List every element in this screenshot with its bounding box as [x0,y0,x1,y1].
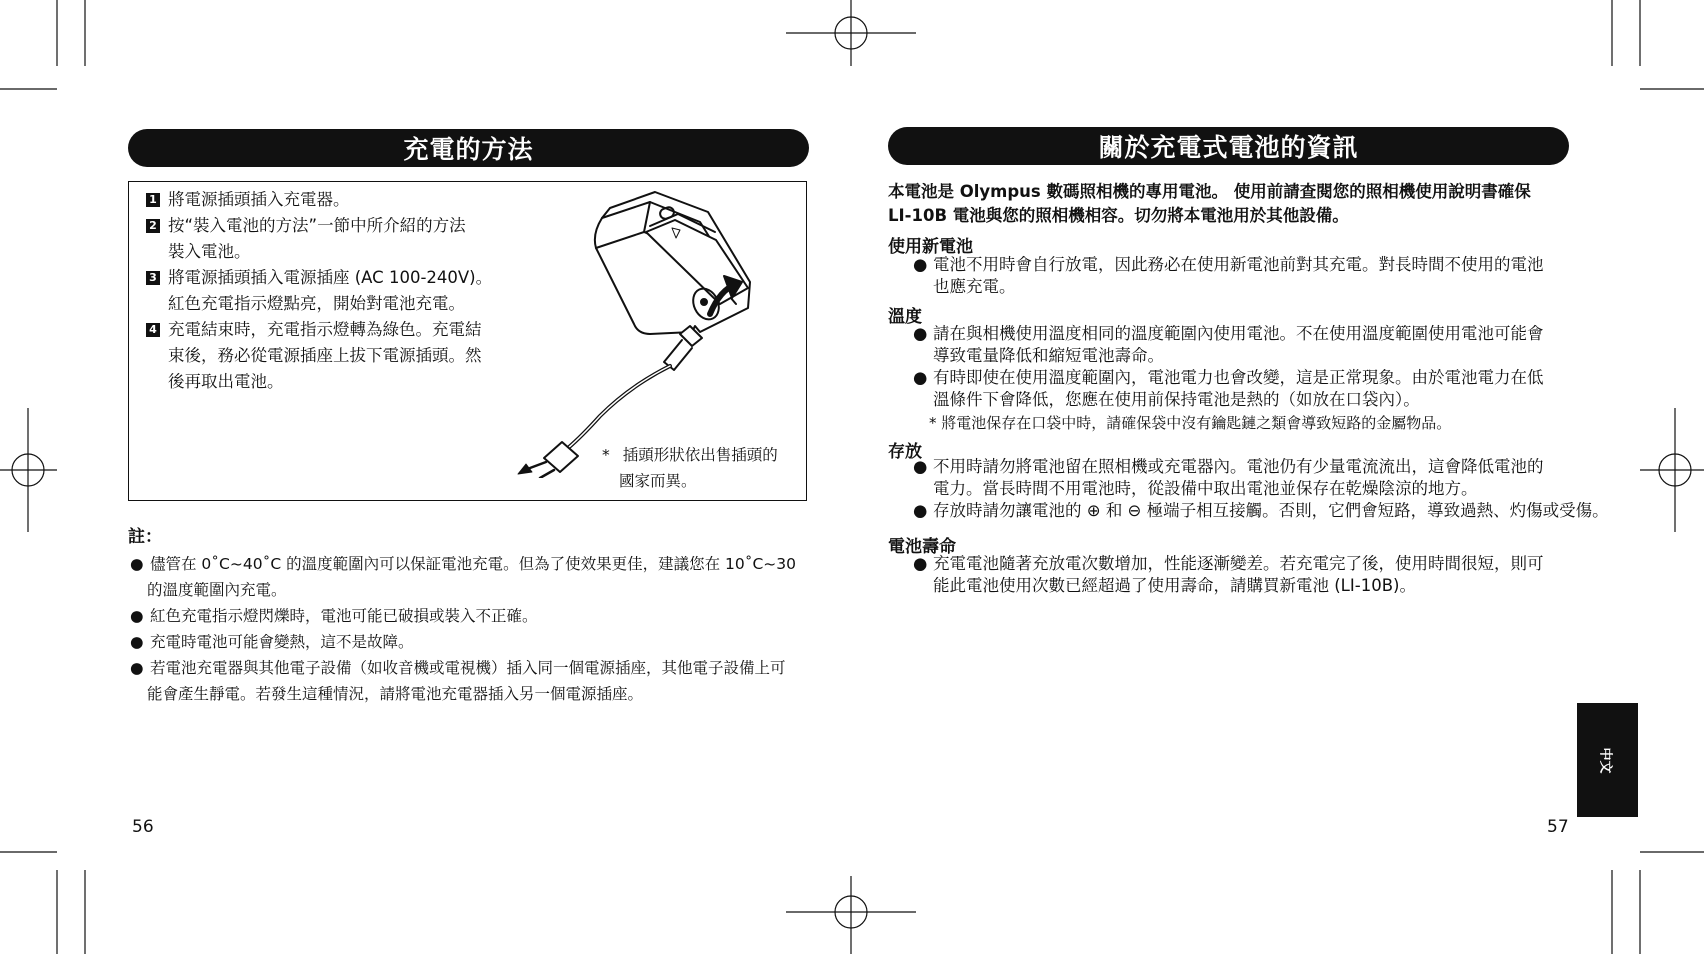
title-text: 關於充電式電池的資訊 [1098,133,1359,162]
notes-heading: 註： [128,527,162,547]
step-text: 將電源插頭插入充電器。 [168,190,350,209]
bullet-text: 能此電池使用次數已經超過了使用壽命，請購買新電池 (LI-10B)。 [933,576,1416,595]
step-text: 後再取出電池。 [168,372,284,391]
intro-text: LI-10B 電池與您的照相機相容。切勿將本電池用於其他設備。 [888,206,1349,225]
bullet-text: 溫條件下會降低，您應在使用前保持電池是熱的（如放在口袋內）。 [933,390,1420,409]
note-text: 儘管在 0˚C~40˚C 的溫度範圍內可以保証電池充電。但為了使效果更佳，建議您在 10˚C~30 [150,555,797,573]
step-number: 3 [146,271,160,285]
section-heading: 存放 [888,442,922,462]
note-text: 紅色充電指示燈閃爍時，電池可能已破損或裝入不正確。 [150,607,538,625]
bullet-text: 導致電量降低和縮短電池壽命。 [933,346,1164,365]
page-number-left: 56 [132,817,154,837]
bullet: ● [913,501,928,520]
bullet-item [913,367,1544,389]
note-text: 的溫度範圍內充電。 [147,581,287,599]
registration-mark-top [786,0,916,66]
bullet: ● [913,457,928,476]
bullet-text: 存放時請勿讓電池的 ⊕ 和 ⊖ 極端子相互接觸。否則，它們會短路，導致過熱、灼傷或受傷。 [933,501,1609,520]
note-text: 能會產生靜電。若發生這種情況，請將電池充電器插入另一個電源插座。 [147,685,644,703]
registration-mark-left [0,408,57,532]
step-1 [146,187,350,213]
step-text: 將電源插頭插入電源插座 (AC 100-240V)。 [168,268,493,287]
step-text: 充電結束時，充電指示燈轉為綠色。充電結 [168,320,482,339]
step-3 [146,265,492,291]
bullet-text: 請在與相機使用溫度相同的溫度範圍內使用電池。不在使用溫度範圍使用電池可能會 [933,324,1544,343]
step-number: 2 [146,219,160,233]
note-item [130,551,796,577]
note-item [130,655,786,681]
pocket-note: * 將電池保存在口袋中時，請確保袋中沒有鑰匙鏈之類會導致短路的金屬物品。 [929,414,1452,432]
section-heading: 電池壽命 [888,537,956,557]
bullet: ● [130,607,144,625]
step-4 [146,317,482,343]
charger-illustration [510,186,770,478]
note-text: 充電時電池可能會變熱，這不是故障。 [150,633,414,651]
section-heading: 溫度 [888,307,922,327]
note-item [130,629,414,655]
bullet-text: 也應充電。 [933,277,1016,296]
bullet-text: 電池不用時會自行放電，因此務必在使用新電池前對其充電。對長時間不使用的電池 [933,255,1544,274]
bullet: ● [130,633,144,651]
note-text: 插頭形狀依出售插頭的 [622,446,778,464]
language-label: 中文 [1597,746,1613,774]
step-number: 4 [146,323,160,337]
bullet-item [913,553,1544,575]
bullet: ● [913,554,928,573]
section-heading: 使用新電池 [888,237,973,257]
bullet-item [913,500,1609,522]
page-number-right: 57 [1547,817,1569,837]
bullet: ● [913,324,928,343]
page-title-left [128,129,809,167]
step-2 [146,213,466,239]
note-mark: * [602,446,610,464]
page-title-right [888,127,1569,165]
note-text: 若電池充電器與其他電子設備（如收音機或電視機）插入同一個電源插座，其他電子設備上可 [150,659,786,677]
title-text: 充電的方法 [403,135,534,164]
bullet-item [913,323,1544,345]
note-text: 國家而異。 [619,472,697,490]
language-tab [1577,703,1638,817]
bullet-text: 電力。當長時間不用電池時，從設備中取出電池並保存在乾燥陰涼的地方。 [933,479,1478,498]
bullet: ● [130,555,144,573]
note-item [130,603,538,629]
step-text: 束後，務必從電源插座上拔下電源插頭。然 [168,346,482,365]
bullet-text: 不用時請勿將電池留在照相機或充電器內。電池仍有少量電流流出，這會降低電池的 [933,457,1544,476]
bullet-text: 充電電池隨著充放電次數增加，性能逐漸變差。若充電完了後，使用時間很短，則可 [933,554,1544,573]
bullet: ● [913,368,928,387]
step-text: 紅色充電指示燈點亮，開始對電池充電。 [168,294,465,313]
bullet: ● [130,659,144,677]
step-text: 裝入電池。 [168,242,251,261]
intro-text: 本電池是 Olympus 數碼照相機的專用電池。 使用前請查閱您的照相機使用說明書確保 [888,182,1531,201]
bullet-text: 有時即使在使用溫度範圍內，電池電力也會改變，這是正常現象。由於電池電力在低 [933,368,1544,387]
step-number: 1 [146,193,160,207]
registration-mark-right [1640,408,1704,532]
bullet-item [913,254,1544,276]
step-text: 按“裝入電池的方法”一節中所介紹的方法 [168,216,466,235]
bullet-item [913,456,1544,478]
plug-shape-note [602,443,778,465]
bullet: ● [913,255,928,274]
registration-mark-bottom [786,876,916,954]
